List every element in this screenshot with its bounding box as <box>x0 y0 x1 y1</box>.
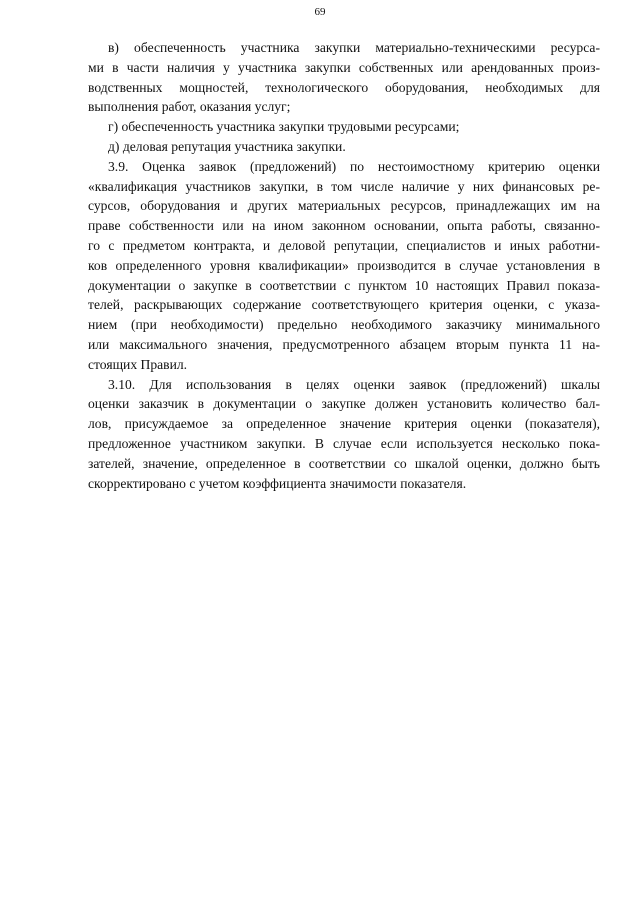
text-line: стоящих Правил. <box>88 356 188 372</box>
text-line: го с предметом контракта, и деловой репутации, специалистов и иных работни- <box>88 237 600 253</box>
text-line: оценки заказчик в документации о закупке должен установить количество бал- <box>88 396 600 412</box>
document-body <box>88 38 600 493</box>
text-line: телей, раскрывающих содержание соответствующего критерия оценки, с указа- <box>88 297 600 313</box>
text-line: праве собственности или на ином законном основании, опыта работы, связанно- <box>88 218 600 234</box>
paragraph-item-d <box>88 137 600 157</box>
text-line: 3.9. Оценка заявок (предложений) по нестоимостному критерию оценки <box>108 158 600 174</box>
text-line: документации о закупке в соответствии с пунктом 10 настоящих Правил показа- <box>88 277 600 293</box>
paragraph-section-3-9 <box>88 157 600 375</box>
paragraph-item-g <box>88 117 600 137</box>
page-number: 69 <box>314 6 326 18</box>
paragraph-item-v <box>88 38 600 117</box>
text-line: 3.10. Для использования в целях оценки заявок (предложений) шкалы <box>108 376 600 392</box>
text-line: или максимального значения, предусмотренного абзацем вторым пункта 11 на- <box>88 336 600 352</box>
text-line: «квалификация участников закупки, в том числе наличие у них финансовых ре- <box>88 178 600 194</box>
text-line: сурсов, оборудования и других материальных ресурсов, принадлежащих им на <box>88 198 600 214</box>
text-line: ков определенного уровня квалификации» производится в случае установления в <box>88 257 600 273</box>
text-line: нием (при необходимости) предельно необходимого заказчику минимального <box>88 317 600 333</box>
text-line: ми в части наличия у участника закупки собственных или арендованных произ- <box>88 59 600 75</box>
text-line: зателей, значение, определенное в соответствии со шкалой оценки, должно быть <box>88 455 600 471</box>
text-line: лов, присуждаемое за определенное значение критерия оценки (показателя), <box>88 416 600 432</box>
text-line: г) обеспеченность участника закупки трудовыми ресурсами; <box>108 119 460 135</box>
text-line: д) деловая репутация участника закупки. <box>108 138 346 154</box>
paragraph-section-3-10 <box>88 375 600 494</box>
text-line: предложенное участником закупки. В случае если используется несколько пока- <box>88 435 600 451</box>
text-line: водственных мощностей, технологического оборудования, необходимых для <box>88 79 600 95</box>
text-line: выполнения работ, оказания услуг; <box>88 99 291 115</box>
text-line: скорректировано с учетом коэффициента значимости показателя. <box>88 475 467 491</box>
text-line: в) обеспеченность участника закупки материально-техническими ресурса- <box>108 40 600 55</box>
